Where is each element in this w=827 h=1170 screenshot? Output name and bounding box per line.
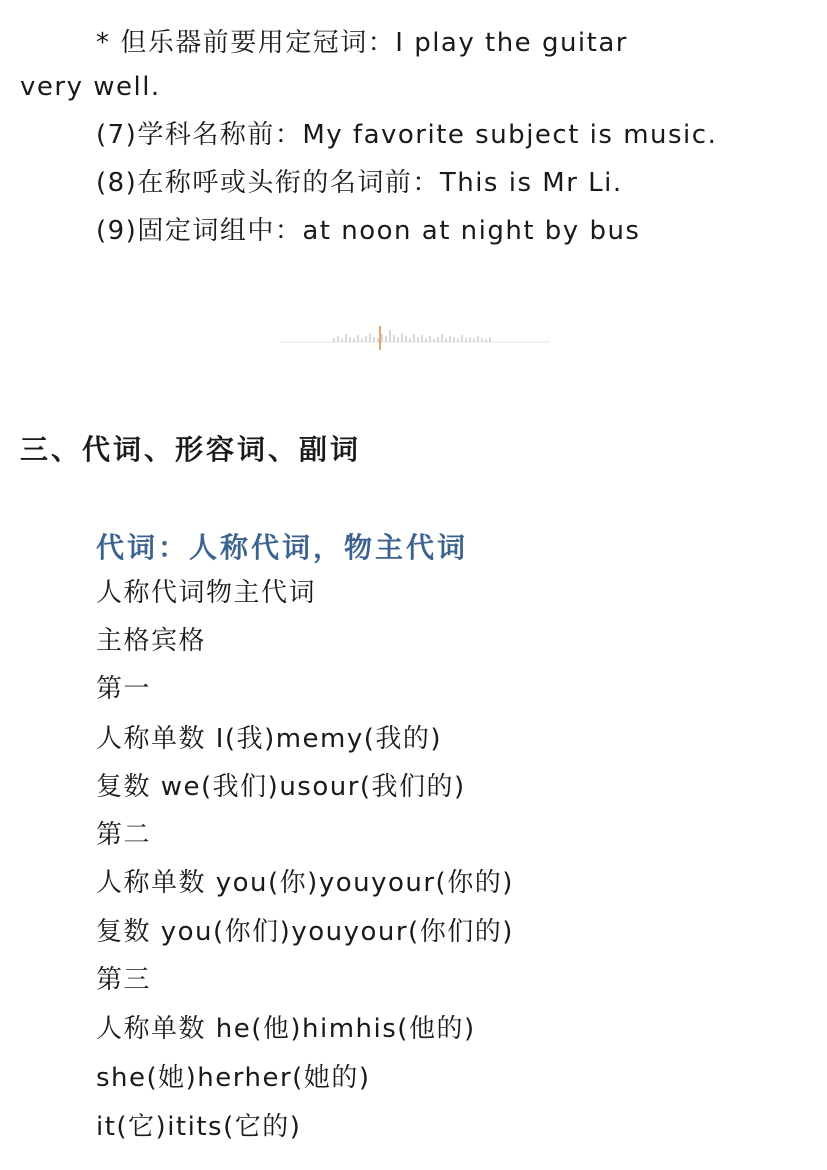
text-line: 人称单数 you(你)youyour(你的)	[96, 868, 514, 898]
text-line: she(她)herher(她的)	[96, 1063, 371, 1093]
text-line: 人称单数 he(他)himhis(他的)	[96, 1014, 476, 1044]
text-line: * 但乐器前要用定冠词：I play the guitar	[96, 28, 628, 58]
decorative-divider	[280, 326, 550, 352]
text-line: 主格宾格	[96, 626, 207, 656]
text-line: (7)学科名称前：My favorite subject is music.	[96, 120, 718, 150]
text-line: 人称单数 I(我)memy(我的)	[96, 724, 443, 754]
section-heading: 三、代词、形容词、副词	[20, 433, 362, 466]
text-line: very well.	[20, 72, 161, 102]
text-line: 第二	[96, 820, 152, 850]
text-line: 第三	[96, 965, 152, 995]
text-line: (9)固定词组中：at noon at night by bus	[96, 216, 641, 246]
text-line: 复数 you(你们)youyour(你们的)	[96, 917, 514, 947]
text-line: 人称代词物主代词	[96, 578, 317, 608]
text-line: it(它)itits(它的)	[96, 1112, 302, 1142]
text-line: 第一	[96, 674, 152, 704]
subheading: 代词：人称代词，物主代词	[96, 531, 469, 564]
text-line: (8)在称呼或头衔的名词前：This is Mr Li.	[96, 168, 623, 198]
text-line: 复数 we(我们)usour(我们的)	[96, 772, 466, 802]
